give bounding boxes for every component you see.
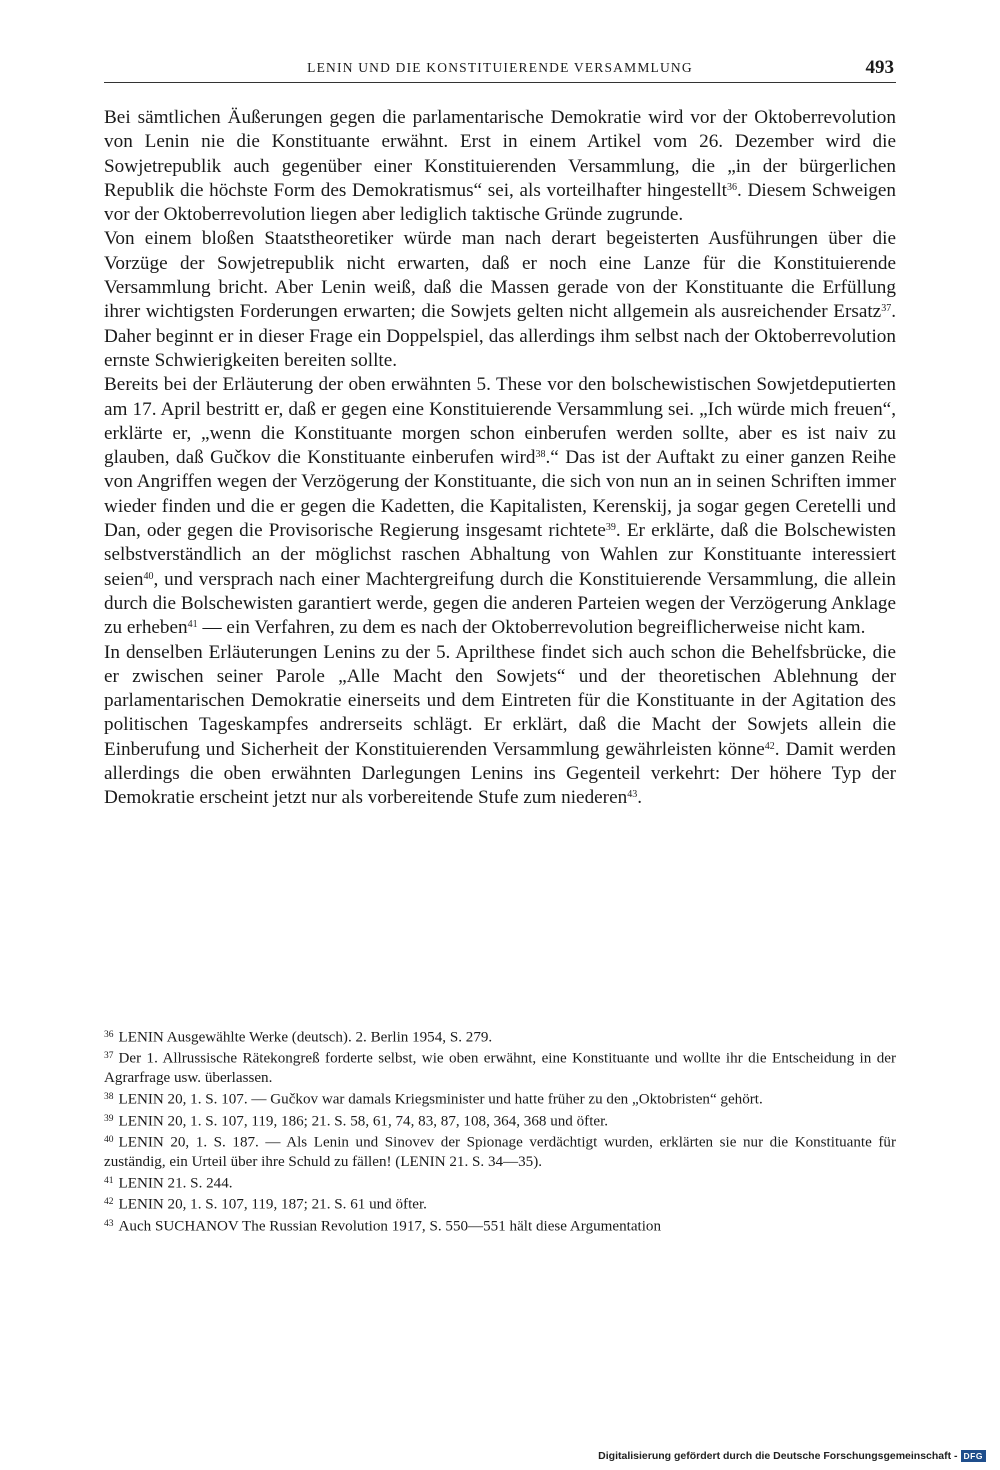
running-head: LENIN UND DIE KONSTITUIERENDE VERSAMMLUNG (307, 60, 693, 75)
body-text (104, 106, 896, 811)
paragraph (104, 106, 896, 227)
footnote-text: LENIN 20, 1. S. 107, 119, 187; 21. S. 61 und öfter. (118, 1196, 427, 1213)
footnote (104, 1110, 896, 1131)
paragraph (104, 227, 896, 373)
footnote-ref: 37 (881, 303, 892, 315)
footnote-ref: 38 (535, 449, 546, 461)
footnote (104, 1172, 896, 1193)
footnote-number: 43 (104, 1218, 114, 1229)
text-run: — ein Verfahren, zu dem es nach der Oktoberrevolution begreiflicherweise nicht kam. (197, 617, 866, 639)
footnote-text: LENIN 20, 1. S. 107, 119, 186; 21. S. 58, 61, 74, 83, 87, 108, 364, 368 und öfter. (118, 1112, 609, 1129)
page-header (104, 56, 896, 83)
digitization-credit (598, 1448, 986, 1464)
footnote-number: 41 (104, 1175, 114, 1186)
footnote-number: 36 (104, 1030, 114, 1040)
text-run: . (637, 787, 642, 809)
text-run: Bei sämtlichen Äußerungen gegen die parlamentarische Demokratie wird vor der Oktoberrevolution von Lenin nie die Konstituante erwähnt. Erst in einem Artikel vom 26. Dezember wird die Sowjetrepublik auch gegenüber einer Konstituierenden Versammlung, die „in der bürgerlichen Republik die höchste Form des Demokratismus“ sei, als vorteilhafter hingestellt (104, 107, 896, 201)
footnotes (104, 1026, 896, 1236)
footnote (104, 1026, 896, 1047)
footnote-text: Auch SUCHANOV The Russian Revolution 1917, S. 550—551 hält diese Argumentation (118, 1217, 662, 1234)
footnote-text: LENIN 21. S. 244. (118, 1175, 233, 1192)
footnote-text: LENIN 20, 1. S. 187. — Als Lenin und Sinovev der Spionage verdächtigt wurden, erklärten sie nur die Konstituante für zuständig, ein Urteil über ihre Schuld zu fällen! (LENIN 21. S. 34—35). (104, 1134, 896, 1170)
footnote-number: 39 (104, 1113, 114, 1124)
text-run: , und versprach nach einer Machtergreifung durch die Konstituierende Versammlung, die allein durch die Bolschewisten garantiert werde, gegen die anderen Parteien wegen der Verzögerung Anklage zu erheben (104, 568, 896, 639)
text-run: In denselben Erläuterungen Lenins zu der 5. Aprilthese findet sich auch schon die Behelfsbrücke, die er zwischen seiner Parole „Alle Macht den Sowjets“ und der theoretischen Ablehnung der parlamentarischen Demokratie einerseits und dem Eintreten für die Konstituante in der Agitation des politischen Tageskampfes andrerseits schlägt. Er erklärt, daß die Macht der Sowjets allein die Einberufung und Sicherheit der Konstituierenden Versammlung gewährleisten könne (104, 641, 896, 760)
text-run: . Er erklärte, daß die Bolschewisten selbstverständlich an der möglichst raschen Abhaltung von Wahlen zur Konstituante interessiert seien (104, 520, 896, 590)
footnote (104, 1215, 896, 1236)
footnote-ref: 39 (605, 522, 616, 534)
footnote-ref: 42 (764, 740, 775, 752)
footnote (104, 1193, 896, 1214)
footnote (104, 1047, 896, 1088)
footnote (104, 1131, 896, 1172)
footnote-ref: 41 (187, 619, 198, 631)
text-run: .“ Das ist der Auftakt zu einer ganzen Reihe von Angriffen wegen der Verzögerung der Konstituante, die sich von nun an in seinen Schriften immer wieder finden und die er gegen die Kadetten, die Kapitalisten, Kerenskij, ja sogar gegen Ceretelli und Dan, oder gegen die Provisorische Regierung insgesamt richtete (104, 447, 896, 542)
footnote-text: LENIN 20, 1. S. 107. — Gučkov war damals Kriegsminister und hatte früher zu den „Oktobristen“ gehört. (118, 1091, 763, 1108)
footnote-ref: 36 (727, 181, 738, 193)
text-run: . Daher beginnt er in dieser Frage ein Doppelspiel, das allerdings ihm selbst nach der Oktoberrevolution ernste Schwierigkeiten bereiten sollte. (104, 301, 896, 371)
text-run: . Damit werden allerdings die oben erwähnten Darlegungen Lenins ins Gegenteil verkehrt: Der höhere Typ der Demokratie erscheint jetzt nur als vorbereitende Stufe zum niederen (104, 738, 896, 809)
footnote-number: 38 (104, 1092, 114, 1103)
footnote (104, 1088, 896, 1109)
paragraph (104, 641, 896, 811)
text-run: Bereits bei der Erläuterung der oben erwähnten 5. These vor den bolschewistischen Sowjetdeputierten am 17. April bestritt er, daß er gegen eine Konstituierende Versammlung sei. „Ich würde mich freuen“, erklärte er, „wenn die Konstituante morgen schon einberufen werden sollte, aber es ist naiv zu glauben, daß Gučkov die Konstituante einberufen wird (104, 374, 896, 469)
footnote-number: 42 (104, 1197, 114, 1208)
footnote-number: 40 (104, 1135, 114, 1146)
footnote-ref: 43 (627, 789, 638, 801)
dfg-logo: DFG (961, 1450, 986, 1462)
footnote-number: 37 (104, 1051, 114, 1062)
footnote-ref: 40 (143, 570, 154, 582)
footnote-text: LENIN Ausgewählte Werke (deutsch). 2. Berlin 1954, S. 279. (118, 1029, 493, 1046)
footnote-text: Der 1. Allrussische Rätekongreß forderte selbst, wie oben erwähnt, eine Konstituante und wollte ihr die Entscheidung in der Agrarfrage usw. überlassen. (104, 1050, 896, 1086)
text-run: Von einem bloßen Staatstheoretiker würde man nach derart begeisterten Ausführungen über die Vorzüge der Sowjetrepublik nicht erwarten, daß er noch eine Lanze für die Konstituierende Versammlung bricht. Aber Lenin weiß, daß die Massen gerade von der Konstituante die Erfüllung ihrer wichtigsten Forderungen erwarten; die Sowjets gelten nicht allgemein als ausreichender Ersatz (104, 228, 896, 323)
paragraph (104, 373, 896, 640)
credit-text: Digitalisierung gefördert durch die Deutsche Forschungsgemeinschaft - (598, 1450, 958, 1462)
text-run: . Diesem Schweigen vor der Oktoberrevolution liegen aber lediglich taktische Gründe zugrunde. (104, 179, 896, 226)
page-number: 493 (865, 57, 894, 78)
